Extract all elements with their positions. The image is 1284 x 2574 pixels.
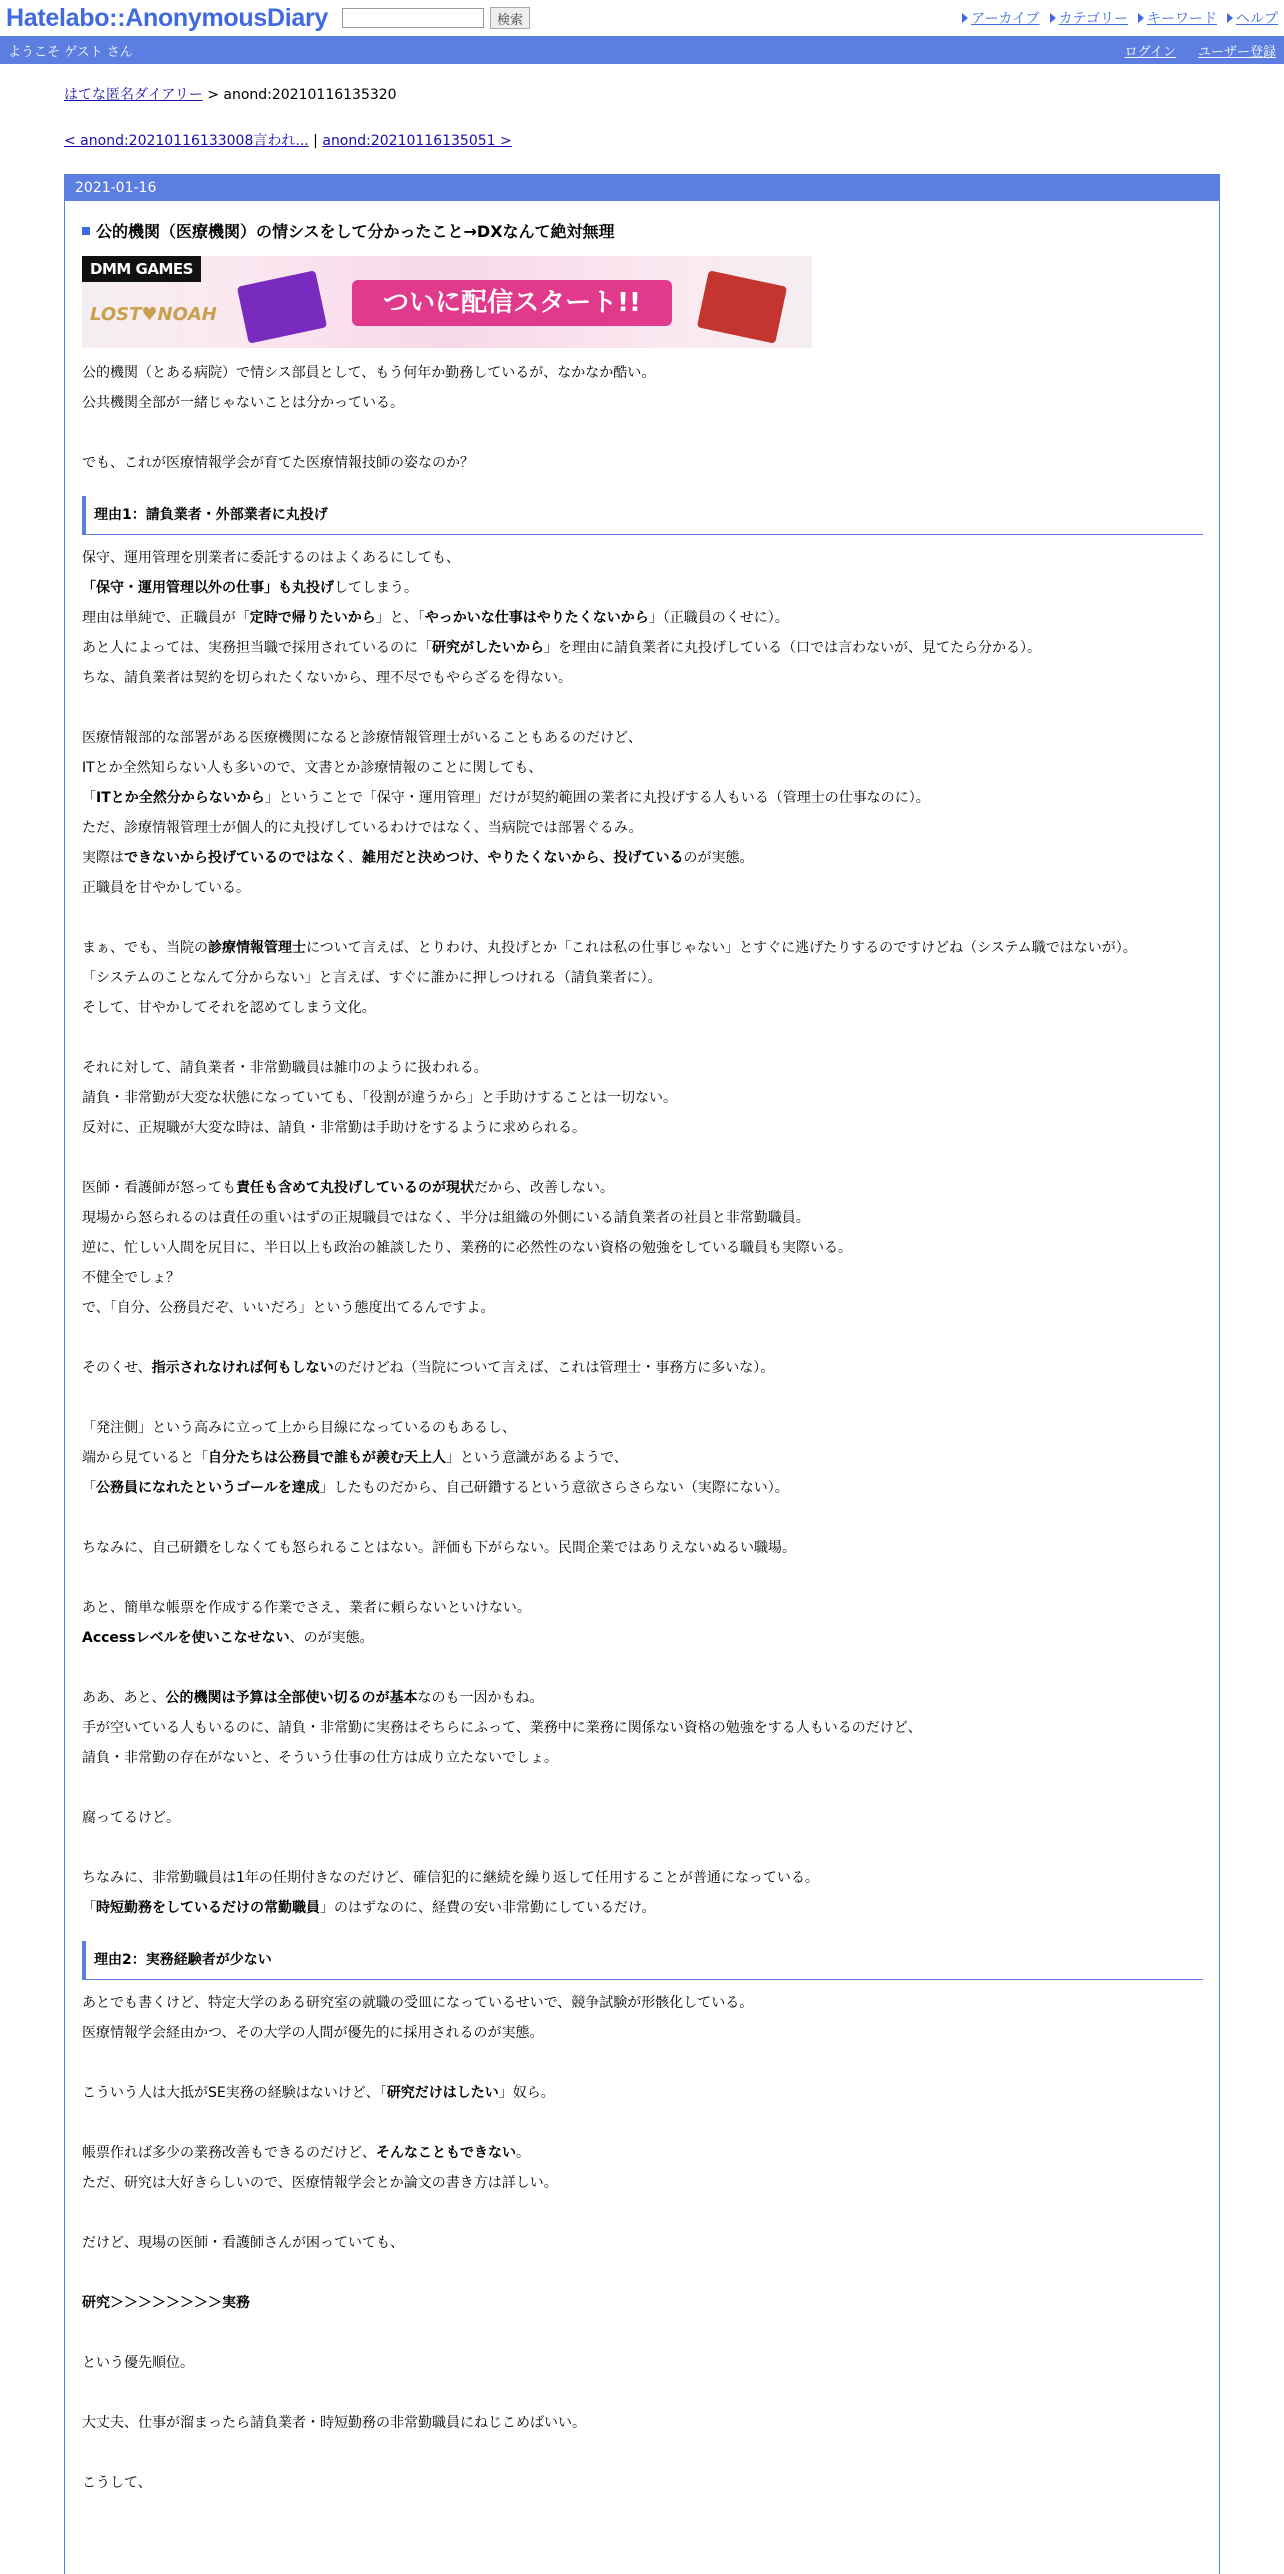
next-entry-link[interactable]: anond:20210116135051 > [322, 133, 512, 149]
text-line [82, 1053, 1203, 1083]
text-line [82, 1533, 1203, 1563]
text-segment: なのも一因かもね。 [417, 1690, 544, 1706]
text-line [82, 1893, 1203, 1923]
pager-separator: | [308, 133, 323, 149]
text-line [82, 663, 1203, 693]
text-segment: 」奴ら。 [498, 2085, 555, 2101]
text-segment: 正職員を甘やかしている。 [82, 880, 250, 896]
text-line [82, 993, 1203, 1023]
text-line [82, 1773, 1203, 1803]
bold-text: 研究だけはしたい [386, 2085, 499, 2101]
text-segment: 腐ってるけど。 [82, 1810, 180, 1826]
text-line [82, 1203, 1203, 1233]
square-bullet-icon[interactable] [82, 227, 90, 235]
text-segment: 大丈夫、仕事が溜まったら請負業者・時短勤務の非常勤職員にねじこめばいい。 [82, 2415, 586, 2431]
text-segment: 」を理由に請負業者に丸投げしている（口では言わないが、見てたら分かる）。 [544, 640, 1041, 656]
ad-banner[interactable] [82, 256, 812, 348]
text-line [82, 903, 1203, 933]
text-segment: ただ、診療情報管理士が個人的に丸投げしているわけではなく、当病院では部署ぐるみ。 [82, 820, 643, 836]
text-segment: 「 [82, 1480, 96, 1496]
text-segment: 保守、運用管理を別業者に委託するのはよくあるにしても、 [82, 550, 460, 566]
text-line [82, 543, 1203, 573]
text-segment: ちなみに、自己研鑽をしなくても怒られることはない。評価も下がらない。民間企業ではありえないぬるい職場。 [82, 1540, 796, 1556]
text-segment: 帳票作れば多少の業務改善もできるのだけど、 [82, 2145, 376, 2161]
text-line [82, 1473, 1203, 1503]
text-segment: だから、改善しない。 [474, 1180, 614, 1196]
text-line [82, 1233, 1203, 1263]
text-segment: あとでも書くけど、特定大学のある研究室の就職の受皿になっているせいで、競争試験が形骸化している。 [82, 1995, 754, 2011]
text-line [82, 1863, 1203, 1893]
text-segment: 端から見ていると「 [82, 1450, 208, 1466]
login-link[interactable]: ログイン [1124, 44, 1176, 60]
text-segment: という優先順位。 [82, 2355, 194, 2371]
section-heading-reason2: 理由2：実務経験者が少ない [82, 1941, 1203, 1980]
ad-headline: ついに配信スタート!! [352, 280, 672, 326]
bold-text: やっかいな仕事はやりたくないから [424, 610, 649, 626]
bold-text: Accessレベルを使いこなせない [82, 1630, 290, 1646]
breadcrumb-current: anond:20210116135320 [223, 87, 397, 103]
text-segment: ああ、あと、 [82, 1690, 166, 1706]
text-segment: 医師・看護師が怒っても [82, 1180, 236, 1196]
entry-title-text: 公的機関（医療機関）の情シスをして分かったこと→DXなんて絶対無理 [96, 222, 615, 241]
text-segment: 」という意識があるようで、 [446, 1450, 628, 1466]
text-segment: 医療情報学会経由かつ、その大学の人間が優先的に採用されるのが実態。 [82, 2025, 544, 2041]
text-segment: ちな、請負業者は契約を切られたくないから、理不尽でもやらざるを得ない。 [82, 670, 572, 686]
text-line [82, 1263, 1203, 1293]
arrow-icon [1138, 13, 1144, 23]
text-segment: 「 [82, 790, 96, 806]
text-line [82, 2438, 1203, 2468]
text-line [82, 1593, 1203, 1623]
text-line [82, 1988, 1203, 2018]
text-line [82, 843, 1203, 873]
nav-item-category[interactable] [1050, 8, 1128, 28]
bold-text: 研究がしたいから [432, 640, 544, 656]
text-line: でも、これが医療情報学会が育てた医療情報技師の姿なのか？ [82, 455, 474, 471]
breadcrumb-home-link[interactable]: はてな匿名ダイアリー [64, 87, 203, 103]
text-line [82, 963, 1203, 993]
text-line [82, 603, 1203, 633]
text-line [82, 2048, 1203, 2078]
text-segment: 」したものだから、自己研鑽するという意欲さらさらない（実際にない）。 [319, 1480, 789, 1496]
text-line [82, 813, 1203, 843]
text-segment: 医療情報部的な部署がある医療機関になると診療情報管理士がいることもあるのだけど、 [82, 730, 642, 746]
text-line [82, 1383, 1203, 1413]
arrow-icon [962, 13, 968, 23]
register-link[interactable]: ユーザー登録 [1197, 44, 1276, 60]
text-segment: 実際は [82, 850, 124, 866]
bold-text: 指示されなければ何もしない [151, 1360, 334, 1376]
text-line [82, 2198, 1203, 2228]
text-line [82, 2288, 1203, 2318]
text-segment: で、「自分、公務員だぞ、いいだろ」という態度出てるんですよ。 [82, 1300, 495, 1316]
text-segment: それに対して、請負業者・非常勤職員は雑巾のように扱われる。 [82, 1060, 488, 1076]
text-line [82, 1113, 1203, 1143]
text-line [82, 2318, 1203, 2348]
bold-text: 自分たちは公務員で誰もが羨む天上人 [208, 1450, 446, 1466]
section-body-reason1 [82, 543, 1203, 1923]
bold-text: 定時で帰りたいから [249, 610, 376, 626]
gift-box-icon [697, 270, 787, 343]
text-line: 公共機関全部が一緒じゃないことは分かっている。 [82, 395, 404, 411]
text-segment: 理由は単純で、正職員が「 [82, 610, 250, 626]
text-segment: あと、簡単な帳票を作成する作業でさえ、業者に頼らないといけない。 [82, 1600, 531, 1616]
text-line [82, 2468, 1203, 2498]
text-line [82, 1803, 1203, 1833]
text-segment: してしまう。 [334, 580, 418, 596]
day-date: 2021-01-16 [65, 175, 1219, 201]
bold-text: ITとか全然分からないから [96, 790, 265, 806]
main-container [64, 84, 1220, 2574]
text-line [82, 933, 1203, 963]
text-line [82, 693, 1203, 723]
text-line [82, 2138, 1203, 2168]
text-line [82, 753, 1203, 783]
arrow-icon [1227, 13, 1233, 23]
search-input[interactable] [342, 8, 484, 28]
nav-link-keyword[interactable]: キーワード [1147, 11, 1217, 27]
text-line [82, 2258, 1203, 2288]
bold-text: できないから投げているのではなく [124, 850, 348, 866]
text-line [82, 2348, 1203, 2378]
text-line [82, 1413, 1203, 1443]
text-line [82, 1143, 1203, 1173]
bold-text: 公務員になれたというゴールを達成 [96, 1480, 320, 1496]
text-segment: 「発注側」という高みに立って上から目線になっているのもあるし、 [82, 1420, 516, 1436]
top-bar [0, 0, 1284, 36]
text-segment: ちなみに、非常勤職員は1年の任期付きなのだけど、確信犯的に継続を繰り返して任用することが普通になっている。 [82, 1870, 819, 1886]
text-segment: 反対に、正規職が大変な時は、請負・非常勤は手助けをするように求められる。 [82, 1120, 586, 1136]
text-line [82, 2408, 1203, 2438]
entry-pager [64, 130, 1220, 150]
text-segment: 不健全でしょ？ [82, 1270, 180, 1286]
text-segment: そのくせ、 [82, 1360, 152, 1376]
text-segment: こうして、 [82, 2475, 152, 2491]
text-line [82, 1353, 1203, 1383]
bold-text: 雑用だと決めつけ、やりたくないから、投げている [362, 850, 684, 866]
nav-link-help[interactable]: ヘルプ [1236, 11, 1278, 27]
text-line [82, 1173, 1203, 1203]
text-line [82, 1083, 1203, 1113]
text-segment: 、のが実態。 [289, 1630, 374, 1646]
welcome-text: ようこそ ゲスト さん [8, 44, 133, 60]
entry-body [82, 358, 1203, 2498]
text-segment: のだけどね（当院について言えば、これは管理士・事務方に多いな）。 [333, 1360, 775, 1376]
text-segment: 。 [516, 2145, 530, 2161]
bold-text: 責任も含めて丸投げしているのが現状 [236, 1180, 474, 1196]
text-line [82, 723, 1203, 753]
nav-item-keyword[interactable] [1138, 8, 1217, 28]
text-segment: そして、甘やかしてそれを認めてしまう文化。 [82, 1000, 376, 1016]
text-line [82, 1293, 1203, 1323]
text-line [82, 1743, 1203, 1773]
text-line [82, 1443, 1203, 1473]
text-line [82, 1023, 1203, 1053]
account-links [1125, 41, 1276, 60]
ad-game-logo: LOST♥NOAH [90, 304, 217, 325]
nav-link-archive[interactable]: アーカイブ [971, 11, 1040, 27]
text-line [82, 2108, 1203, 2138]
text-segment: のが実態。 [683, 850, 754, 866]
text-segment: 」と、「 [375, 610, 425, 626]
text-segment: こういう人は大抵がSE実務の経験はないけど、「 [82, 2085, 387, 2101]
prev-entry-link[interactable]: < anond:20210116133008言われ... [64, 133, 309, 149]
text-line [82, 783, 1203, 813]
text-line [82, 2378, 1203, 2408]
arrow-icon [1050, 13, 1056, 23]
entry-title [82, 219, 1203, 242]
text-line [82, 1653, 1203, 1683]
text-segment: 手が空いている人もいるのに、請負・非常勤に実務はそちらにふって、業務中に業務に関係ない資格の勉強をする人もいるのだけど、 [82, 1720, 922, 1736]
text-segment: ITとか全然知らない人も多いので、文書とか診療情報のことに関しても、 [82, 760, 543, 776]
nav-item-archive[interactable] [962, 8, 1039, 28]
text-line [82, 633, 1203, 663]
text-line [82, 1323, 1203, 1353]
text-segment: 」のはずなのに、経費の安い非常勤にしているだけ。 [320, 1900, 656, 1916]
bold-text: 時短勤務をしているだけの常勤職員 [96, 1900, 320, 1916]
intro-paragraphs [82, 358, 1203, 478]
text-segment: 」（正職員のくせに）。 [648, 610, 789, 626]
text-segment: 請負・非常勤の存在がないと、そういう仕事の仕方は成り立たないでしょ。 [82, 1750, 558, 1766]
text-segment: について言えば、とりわけ、丸投げとか「これは私の仕事じゃない」とすぐに逃げたりするのですけどね（システム職ではないが）。 [306, 940, 1137, 956]
text-line: 公的機関（とある病院）で情シス部員として、もう何年か勤務しているが、なかなか酷い。 [82, 365, 656, 381]
bold-text: 研究＞＞＞＞＞＞＞＞実務 [82, 2295, 250, 2311]
bold-text: 公的機関は予算は全部使い切るのが基本 [165, 1690, 418, 1706]
text-segment: 逆に、忙しい人間を尻目に、半日以上も政治の雑談したり、業務的に必然性のない資格の勉強をしている職員も実際いる。 [82, 1240, 852, 1256]
ad-brand-logo: DMM GAMES [82, 256, 201, 282]
text-line [82, 1833, 1203, 1863]
nav-link-category[interactable]: カテゴリー [1058, 11, 1128, 27]
text-segment: あと人によっては、実務担当職で採用されているのに「 [82, 640, 432, 656]
text-segment: 請負・非常勤が大変な状態になっていても、「役割が違うから」と手助けすることは一切ない。 [82, 1090, 677, 1106]
day-section [64, 174, 1220, 2574]
breadcrumb-separator: > [202, 87, 224, 103]
text-segment: 現場から怒られるのは責任の重いはずの正規職員ではなく、半分は組織の外側にいる請負業者の社員と非常勤職員。 [82, 1210, 810, 1226]
text-segment: だけど、現場の医師・看護師さんが困っていても、 [82, 2235, 404, 2251]
text-segment: ただ、研究は大好きらしいので、医療情報学会とか論文の書き方は詳しい。 [82, 2175, 558, 2191]
section-heading-reason1: 理由1：請負業者・外部業者に丸投げ [82, 496, 1203, 535]
text-line [82, 1623, 1203, 1653]
text-line [82, 573, 1203, 603]
site-logo[interactable]: Hatelabo::AnonymousDiary [6, 3, 329, 32]
text-segment: 、 [348, 850, 362, 866]
bold-text: 診療情報管理士 [208, 940, 306, 956]
breadcrumb [64, 84, 1220, 104]
text-line [82, 2078, 1203, 2108]
bold-text: 「保守・運用管理以外の仕事」も丸投げ [82, 580, 334, 596]
entry [65, 201, 1219, 2498]
text-line [82, 418, 1203, 448]
text-line [82, 2018, 1203, 2048]
top-nav [962, 8, 1278, 28]
text-line [82, 1683, 1203, 1713]
greeting-bar [0, 36, 1284, 64]
text-line [82, 1713, 1203, 1743]
gift-box-icon [237, 270, 327, 343]
text-line [82, 1503, 1203, 1533]
text-line [82, 2168, 1203, 2198]
bold-text: そんなこともできない [376, 2145, 516, 2161]
text-segment: 「システムのことなんて分からない」と言えば、すぐに誰かに押しつけれる（請負業者に）。 [82, 970, 662, 986]
nav-item-help[interactable] [1227, 8, 1278, 28]
text-segment: 」ということで「保守・運用管理」だけが契約範囲の業者に丸投げする人もいる（管理士の仕事なのに）。 [264, 790, 930, 806]
text-segment: 「 [82, 1900, 96, 1916]
text-line [82, 1563, 1203, 1593]
section-body-reason2 [82, 1988, 1203, 2498]
search-button[interactable]: 検索 [490, 7, 530, 29]
text-line [82, 873, 1203, 903]
text-segment: まぁ、でも、当院の [82, 940, 208, 956]
text-line [82, 2228, 1203, 2258]
